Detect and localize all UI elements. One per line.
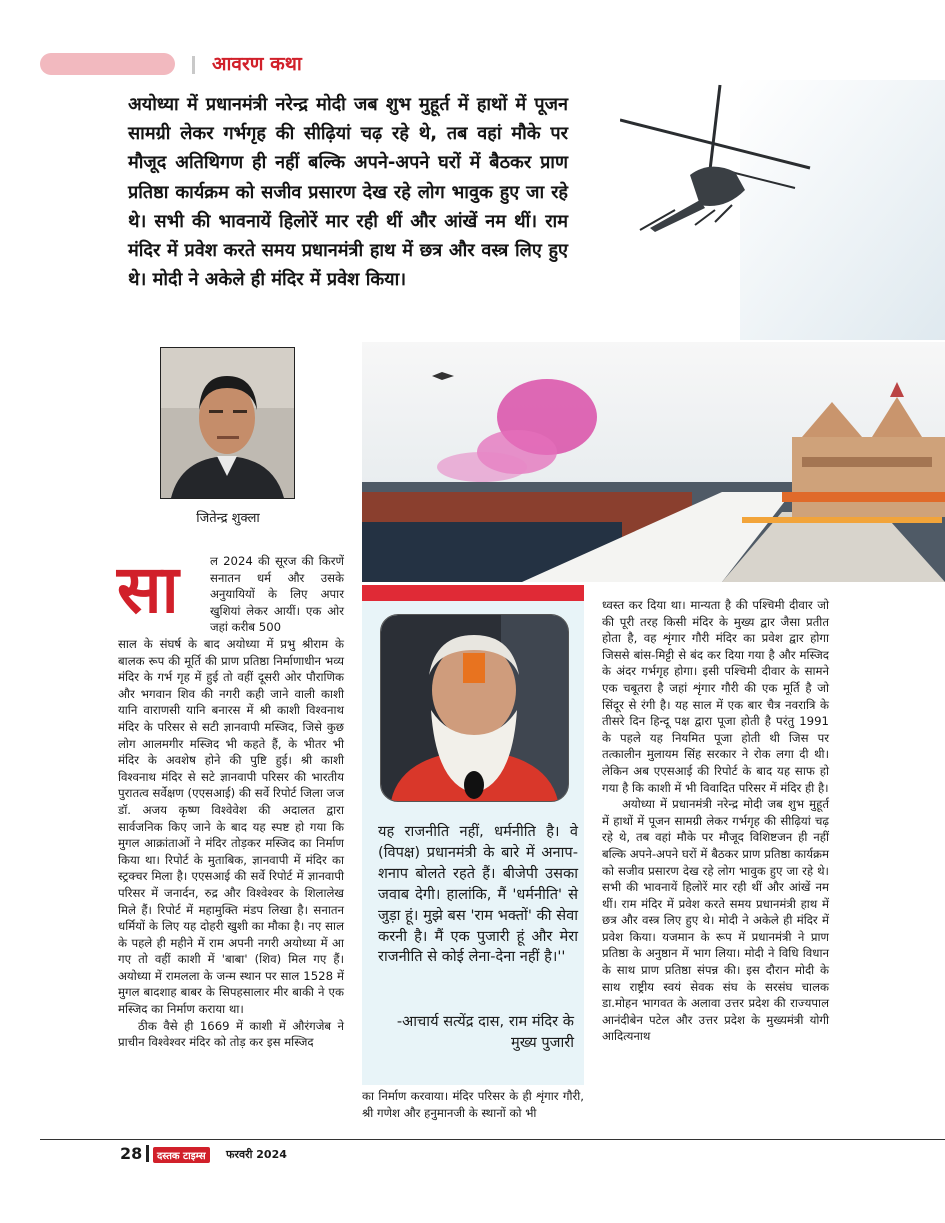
section-pill-decoration <box>40 53 175 75</box>
article-paragraph: ठीक वैसे ही 1669 में काशी में औरंगजेब ने प्राचीन विश्वेश्वर मंदिर को तोड़ कर इस मस्जिद <box>118 1018 344 1050</box>
ram-temple-event-photo <box>362 342 945 582</box>
author-name: जितेन्द्र शुक्ला <box>196 511 260 526</box>
quote-text: यह राजनीति नहीं, धर्मनीति है। वे (विपक्ष) प्रधानमंत्री के बारे में अनाप-शनाप बोलते रहते हैं। बीजेपी उसका जवाब देगी। हालांकि, मैं 'धर्मनीति' से जुड़ा हूं। मुझे बस 'राम भक्तों' की सेवा करनी है। मैं एक पुजारी हूं और मेरा राजनीति से कोई लेना-देना नहीं है।'' <box>378 823 578 966</box>
section-title: आवरण कथा <box>212 53 302 75</box>
lead-paragraph: अयोध्या में प्रधानमंत्री नरेन्द्र मोदी जब शुभ मुहूर्त में हाथों में पूजन सामग्री लेकर गर्भगृह की सीढ़ियां चढ़ रहे थे, तब वहां मौके पर मौजूद अतिथिगण ही नहीं बल्कि अपने-अपने घरों में बैठकर प्राण प्रतिष्ठा कार्यक्रम को सजीव प्रसारण देख रहे लोग भावुक हुए जा रहे थे। सभी की भावनायें हिलोरें मार रही थीं और आंखें नम थीं। राम मंदिर में प्रवेश करते समय प्रधानमंत्री हाथ में छत्र और वस्त्र लिए हुए थे। मोदी ने अकेले ही मंदिर में प्रवेश किया। <box>128 94 568 291</box>
page-number: 28 <box>120 1144 143 1163</box>
section-divider <box>192 56 195 74</box>
article-col2 <box>362 1088 584 1121</box>
author-photo <box>160 347 295 499</box>
article-paragraph: ध्वस्त कर दिया था। मान्यता है की पश्चिमी दीवार जो की पूरी तरह किसी मंदिर के मुख्य द्वार जैसा प्रतीत होता है, वह शृंगार गौरी मंदिर का प्रवेश द्वार होगा जिससे बांस-मिट्टी से बंद कर दिया गया है और मस्जिद के अंदर गर्भगृह होगा। इसी पश्चिमी दीवार के सामने एक चबूतरा है जहां शृंगार गौरी की एक मूर्ति है जो सिंदूर से रंगी है। यह साल में एक बार चैत्र नवरात्रि के तीसरे दिन हिन्दू पक्ष द्वारा पूजा होती है परंतु 1991 के पहले यह नियमित पूजा होती थी जिस पर तत्कालीन मुलायम सिंह सरकार ने रोक लगा दी थी। लेकिन अब एएसआई की रिपोर्ट के बाद यह साफ हो गया है कि काशी में भी विवादित परिसर में मंदिर ही है। <box>602 598 829 795</box>
priest-photo <box>380 614 569 802</box>
article-paragraph: अयोध्या में प्रधानमंत्री नरेन्द्र मोदी जब शुभ मुहूर्त में हाथों में पूजन सामग्री लेकर गर्भगृह की सीढ़ियां चढ़ रहे थे, तब वहां मौके पर मौजूद विशिष्टजन ही नहीं बल्कि अपने-अपने घरों में बैठकर प्राण प्रतिष्ठा कार्यक्रम को सजीव प्रसारण देख रहे लोग भावुक हुए जा रहे थे। सभी की भावनायें हिलोरें मार रही थीं और आंखें नम थीं। राम मंदिर में प्रवेश करते समय प्रधानमंत्री हाथ में छत्र और वस्त्र लिए हुए थे। मोदी ने अकेले ही मंदिर में प्रवेश किया। यजमान के रूप में प्रधानमंत्री ने प्राण प्रतिष्ठा के अनुष्ठान में भाग लिया। मोदी ने विधि विधान के साथ प्राण प्रतिष्ठा संपन्न की। इस दौरान मोदी के साथ राष्ट्रीय स्वयं सेवक संघ के सरसंघ चालक डा.मोहन भागवत के अलावा उत्तर प्रदेश की राज्यपाल आनंदीबेन पटेल और उत्तर प्रदेश के मुख्यमंत्री योगी आदित्यनाथ <box>602 797 829 1044</box>
issue-date: फरवरी 2024 <box>226 1148 287 1161</box>
footer-rule <box>40 1139 945 1140</box>
article-paragraph: का निर्माण करवाया। मंदिर परिसर के ही शृंगार गौरी, श्री गणेश और हनुमानजी के स्थानों को भी <box>362 1089 584 1120</box>
article-paragraph: ल 2024 की सूरज की किरणें सनातन धर्म और उसके अनुयायियों के लिए अपार खुशियां लेकर आयीं। एक ओर जहां करीब 500 <box>210 554 344 635</box>
dropcap: सा <box>117 551 179 628</box>
article-col1-opening <box>210 553 344 636</box>
magazine-logo: दस्तक टाइम्स <box>153 1147 210 1163</box>
footer-divider <box>146 1145 149 1162</box>
quote-attribution: -आचार्य सत्येंद्र दास, राम मंदिर के मुख्य पुजारी <box>396 1013 574 1051</box>
article-col3 <box>602 597 829 1045</box>
article-paragraph: साल के संघर्ष के बाद अयोध्या में प्रभु श्रीराम के बालक रूप की मूर्ति की प्राण प्रतिष्ठा निर्माणाधीन भव्य मंदिर के गर्भ गृह में हुई तो वहीं दूसरी ओर पौराणिक और भगवान शिव की नगरी कही जाने वाली काशी यानि वाराणसी यानि बनारस में श्री काशी विश्वनाथ मंदिर के परिसर से सटी ज्ञानवापी मस्जिद, जिसे कुछ लोग आलमगीर मस्जिद भी कहते हैं, के भीतर भी मंदिर के अवशेष होने की पुष्टि हुई। श्री काशी विश्वनाथ मंदिर से सटे ज्ञानवापी परिसर की भारतीय पुरातत्व सर्वेक्षण (एएसआई) की सर्वे रिपोर्ट जिला जज डॉ. अजय कृष्ण विश्वेवेश की अदालत द्वारा सार्वजनिक किए जाने के बाद यह स्पष्ट हो गया कि मुगल आक्रांताओं ने मंदिर तोड़कर मस्जिद का निर्माण किया था। रिपोर्ट के मुताबिक, ज्ञानवापी में मंदिर का स्ट्रक्चर मिला है। एएसआई की सर्वे रिपोर्ट में ज्ञानवापी परिसर में जनार्दन, रुद्र और विश्वेश्वर के शिलालेख मिले हैं। रिपोर्ट में महामुक्ति मंडप लिखा है। सनातन धर्मियों के लिए यह दोहरी खुशी का मौका है। नए साल के पहले ही महीने में राम अपनी नगरी अयोध्या में आ गए तो वहीं काशी में 'बाबा' (शिव) मिल गए हैं। अयोध्या में रामलला के जन्म स्थान पर साल 1528 में मुगल बादशाह बाबर के सिपहसालार मीर बाकी ने एक मस्जिद का निर्माण कराया था। <box>118 637 344 1017</box>
helicopter-photo <box>620 80 945 340</box>
article-col1 <box>118 636 344 1051</box>
